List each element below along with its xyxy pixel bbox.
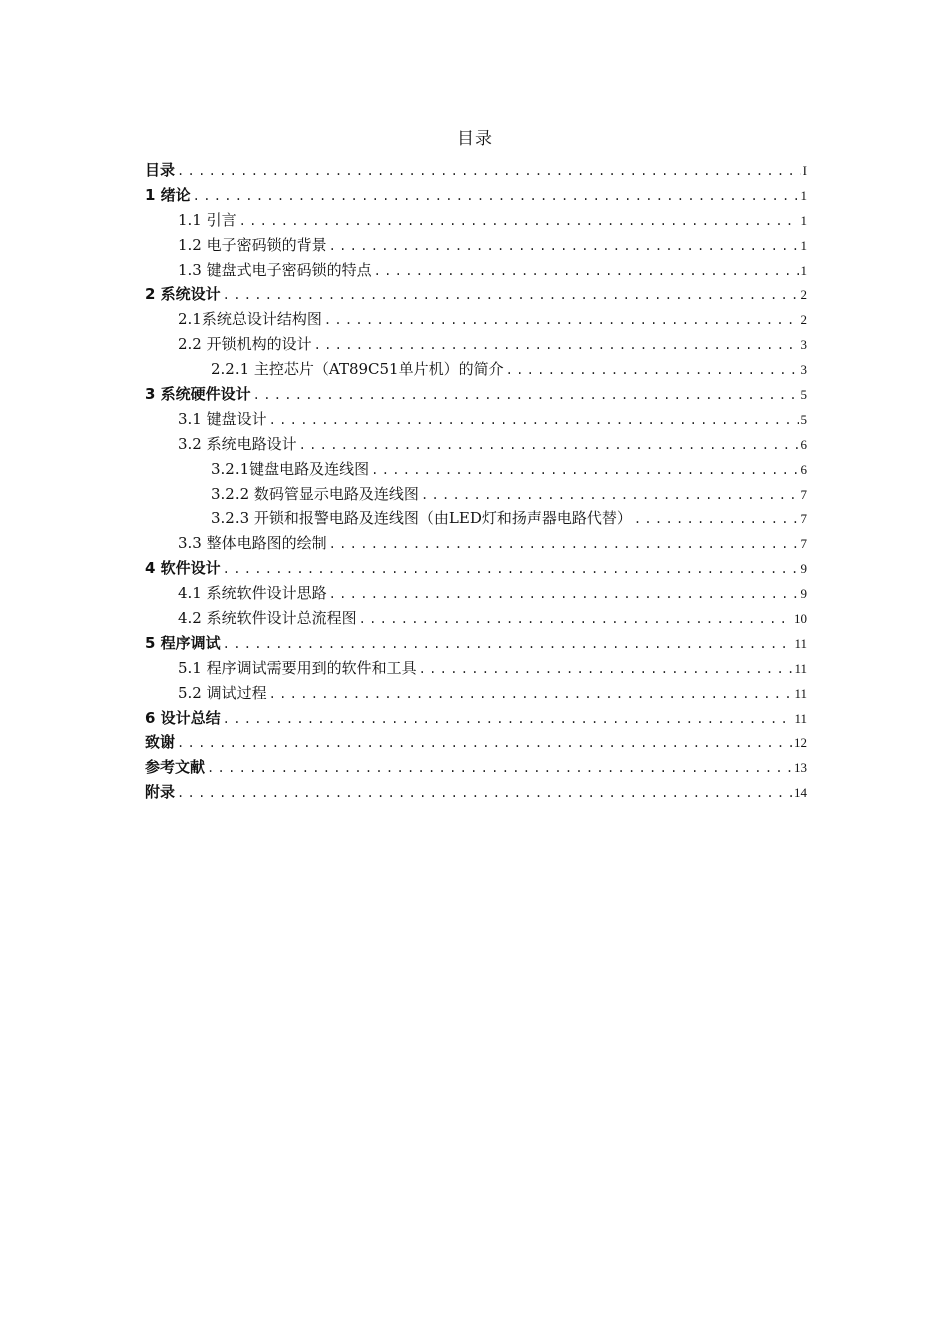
toc-entry-page-number: 9 (800, 586, 807, 602)
toc-entry[interactable] (145, 383, 807, 408)
toc-entry-page-number: 11 (794, 660, 807, 676)
toc-dot-leader (324, 313, 799, 327)
toc-entry-label: 目录 (145, 161, 176, 179)
toc-dot-leader (329, 587, 799, 601)
toc-entry-label: 4 软件设计 (145, 559, 221, 578)
toc-dot-leader (193, 189, 799, 203)
toc-entry[interactable] (145, 507, 807, 532)
toc-dot-leader (634, 512, 799, 526)
toc-entry[interactable] (145, 259, 807, 284)
toc-dot-leader (314, 338, 799, 352)
toc-entry-page-number: 3 (800, 337, 807, 353)
toc-entry-page-number: 7 (800, 486, 807, 502)
toc-dot-leader (253, 388, 799, 402)
toc-entry-page-number: 3 (800, 362, 807, 378)
toc-entry-label: 3 系统硬件设计 (145, 385, 251, 404)
toc-dot-leader (329, 239, 799, 253)
toc-entry-label: 2.1系统总设计结构图 (178, 310, 322, 329)
toc-entry[interactable] (145, 532, 807, 557)
toc-entry-page-number: 1 (800, 212, 807, 228)
toc-entry[interactable] (145, 283, 807, 308)
toc-entry[interactable] (145, 408, 807, 433)
toc-entry-page-number: 14 (794, 785, 807, 801)
toc-entry[interactable] (145, 707, 807, 732)
toc-entry-label: 1 绪论 (145, 185, 191, 204)
toc-dot-leader (419, 662, 793, 676)
toc-entry-label: 3.3 整体电路图的绘制 (178, 534, 327, 553)
toc-entry[interactable] (145, 159, 807, 184)
toc-entry-page-number: 1 (800, 262, 807, 278)
toc-entry[interactable] (145, 483, 807, 508)
toc-entry-page-number: 6 (800, 436, 807, 452)
toc-entry-page-number: 5 (800, 387, 807, 403)
toc-entry-label: 5 程序调试 (145, 633, 221, 652)
toc-entry[interactable] (145, 582, 807, 607)
toc-dot-leader (177, 786, 792, 800)
toc-entry[interactable] (145, 781, 807, 806)
toc-entry-page-number: 2 (800, 312, 807, 328)
toc-entry-page-number: 1 (800, 187, 807, 203)
toc-entry-label: 2.2 开锁机构的设计 (178, 335, 312, 354)
toc-entry-label: 5.2 调试过程 (178, 683, 267, 702)
toc-entry-label: 参考文献 (145, 758, 206, 777)
toc-entry-page-number: 11 (794, 685, 807, 701)
toc-dot-leader (269, 413, 799, 427)
toc-dot-leader (269, 687, 793, 701)
toc-dot-leader (223, 562, 799, 576)
toc-entry[interactable] (145, 234, 807, 259)
toc-entry-page-number: 12 (794, 735, 807, 751)
toc-entry-label: 1.3 键盘式电子密码锁的特点 (178, 260, 372, 279)
toc-dot-leader (299, 438, 799, 452)
toc-dot-leader (374, 264, 799, 278)
toc-entry[interactable] (145, 209, 807, 234)
toc-dot-leader (177, 736, 792, 750)
toc-entry-page-number: 5 (800, 411, 807, 427)
toc-entry[interactable] (145, 756, 807, 781)
toc-entry-page-number: 7 (800, 511, 807, 527)
toc-dot-leader (359, 612, 792, 626)
toc-entry-page-number: 10 (794, 611, 807, 627)
toc-entry-label: 2 系统设计 (145, 285, 221, 304)
toc-entry[interactable] (145, 682, 807, 707)
toc-entry-label: 1.1 引言 (178, 210, 237, 229)
toc-entry-label: 附录 (145, 783, 176, 802)
toc-entry-label: 4.1 系统软件设计思路 (178, 584, 327, 603)
toc-entry[interactable] (145, 607, 807, 632)
toc-entry-label: 2.2.1 主控芯片（AT89C51单片机）的简介 (211, 360, 504, 379)
toc-dot-leader (329, 537, 799, 551)
toc-entry-page-number: 1 (800, 237, 807, 253)
toc-entry-page-number: I (802, 163, 807, 178)
toc-entry-label: 5.1 程序调试需要用到的软件和工具 (178, 658, 417, 677)
toc-entry-label: 3.2 系统电路设计 (178, 434, 297, 453)
toc-entry-page-number: 7 (800, 536, 807, 552)
toc-entry-label: 3.1 键盘设计 (178, 409, 267, 428)
toc-entry-label: 致谢 (145, 733, 176, 752)
toc-entry-label: 3.2.1键盘电路及连线图 (211, 459, 370, 478)
toc-entry[interactable] (145, 657, 807, 682)
toc-entry-label: 1.2 电子密码锁的背景 (178, 235, 327, 254)
toc-entry-label: 3.2.3 开锁和报警电路及连线图（由LED灯和扬声器电路代替） (211, 509, 632, 528)
toc-dot-leader (239, 214, 799, 228)
table-of-contents (145, 159, 807, 806)
toc-entry-page-number: 6 (800, 461, 807, 477)
toc-entry-page-number: 11 (794, 635, 807, 651)
toc-entry[interactable] (145, 308, 807, 333)
toc-entry[interactable] (145, 731, 807, 756)
toc-dot-leader (223, 637, 793, 651)
toc-dot-leader (223, 288, 799, 302)
toc-entry[interactable] (145, 632, 807, 657)
toc-dot-leader (421, 488, 799, 502)
toc-entry-label: 6 设计总结 (145, 708, 221, 727)
toc-dot-leader (371, 463, 798, 477)
toc-title: 目录 (457, 129, 493, 149)
toc-dot-leader (223, 712, 793, 726)
toc-entry[interactable] (145, 458, 807, 483)
toc-entry-page-number: 2 (800, 287, 807, 303)
toc-entry-label: 3.2.2 数码管显示电路及连线图 (211, 484, 419, 503)
toc-entry[interactable] (145, 333, 807, 358)
toc-entry[interactable] (145, 433, 807, 458)
toc-dot-leader (506, 363, 799, 377)
toc-dot-leader (177, 164, 801, 178)
toc-entry[interactable] (145, 184, 807, 209)
toc-dot-leader (207, 761, 792, 775)
toc-entry-page-number: 9 (800, 561, 807, 577)
toc-entry-label: 4.2 系统软件设计总流程图 (178, 609, 357, 628)
toc-entry-page-number: 13 (794, 760, 807, 776)
toc-entry-page-number: 11 (794, 710, 807, 726)
toc-entry[interactable] (145, 358, 807, 383)
toc-entry[interactable] (145, 557, 807, 582)
